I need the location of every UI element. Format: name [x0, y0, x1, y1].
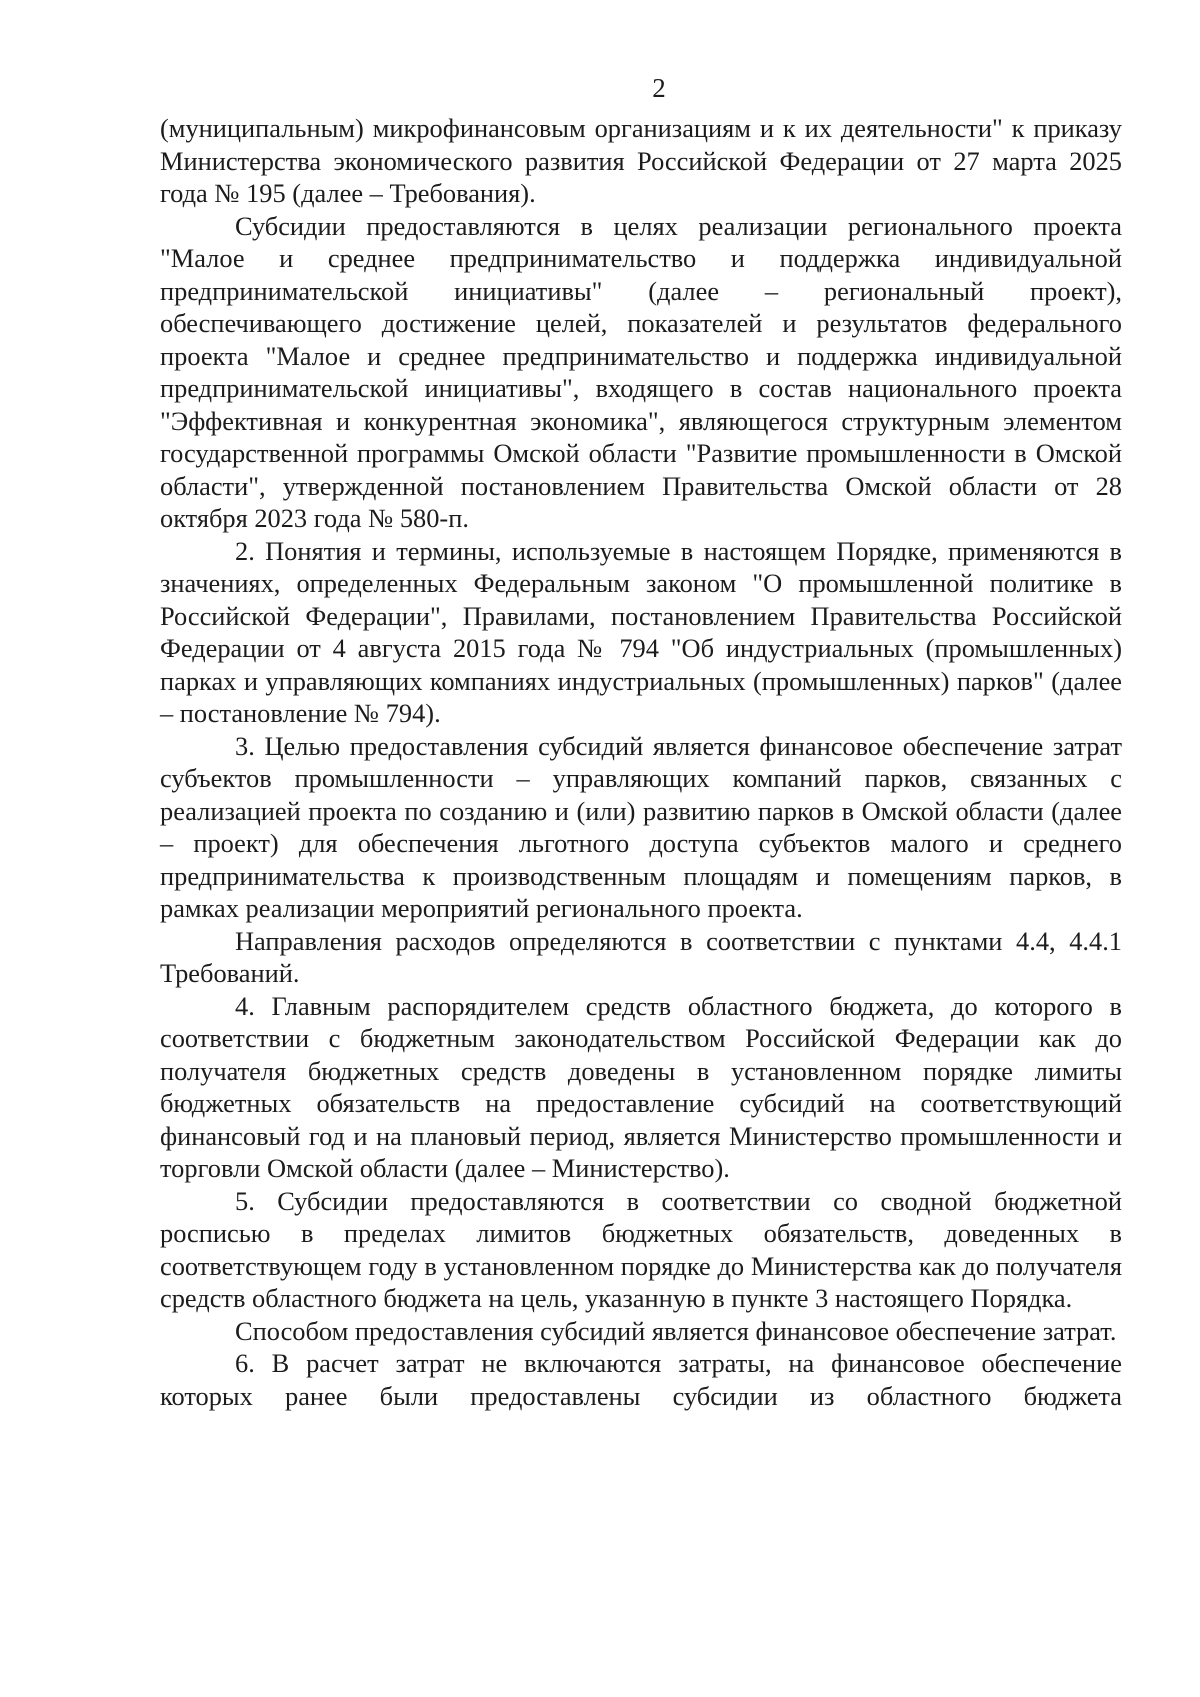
paragraph: 5. Субсидии предоставляются в соответствии со сводной бюджетной росписью в пределах лимитов бюджетных обязательств, доведенных в соответствующем году в установленном порядке до Министерства как до получателя средств областного бюджета на цель, указанную в пункте 3 настоящего Порядка. [160, 1185, 1122, 1313]
document-page [160, 72, 1122, 1412]
paragraph: 2. Понятия и термины, используемые в настоящем Порядке, применяются в значениях, определенных Федеральным законом "О промышленной политике в Российской Федерации", Правилами, постановлением Правительства Российской Федерации от 4 августа 2015 года № 794 "Об индустриальных (промышленных) парках и управляющих компаниях индустриальных (промышленных) парков" (далее – постановление № 794). [160, 535, 1122, 728]
paragraph: Субсидии предоставляются в целях реализации регионального проекта "Малое и среднее предпринимательство и поддержка индивидуальной предпринимательской инициативы" (далее – региональный проект), обеспечивающего достижение целей, показателей и результатов федерального проекта "Малое и среднее предпринимательство и поддержка индивидуальной предпринимательской инициативы", входящего в состав национального проекта "Эффективная и конкурентная экономика", являющегося структурным элементом государственной программы Омской области "Развитие промышленности в Омской области", утвержденной постановлением Правительства Омской области от 28 октября 2023 года № 580-п. [160, 210, 1122, 533]
paragraph: 4. Главным распорядителем средств областного бюджета, до которого в соответствии с бюджетным законодательством Российской Федерации как до получателя бюджетных средств доведены в установленном порядке лимиты бюджетных обязательств на предоставление субсидий на соответствующий финансовый год и на плановый период, является Министерство промышленности и торговли Омской области (далее – Министерство). [160, 990, 1122, 1183]
paragraph: (муниципальным) микрофинансовым организациям и к их деятельности" к приказу Министерства экономического развития Российской Федерации от 27 марта 2025 года № 195 (далее – Требования). [160, 113, 1122, 208]
paragraph: 3. Целью предоставления субсидий является финансовое обеспечение затрат субъектов промышленности – управляющих компаний парков, связанных с реализацией проекта по созданию и (или) развитию парков в Омской области (далее – проект) для обеспечения льготного доступа субъектов малого и среднего предпринимательства к производственным площадям и помещениям парков, в рамках реализации мероприятий регионального проекта. [160, 730, 1122, 923]
page-number: 2 [652, 73, 666, 103]
paragraph: Способом предоставления субсидий является финансовое обеспечение затрат. [235, 1315, 1117, 1346]
paragraph: Направления расходов определяются в соответствии с пунктами 4.4, 4.4.1 Требований. [160, 925, 1122, 988]
paragraph: 6. В расчет затрат не включаются затраты, на финансовое обеспечение которых ранее были предоставлены субсидии из областного бюджета [160, 1348, 1122, 1411]
